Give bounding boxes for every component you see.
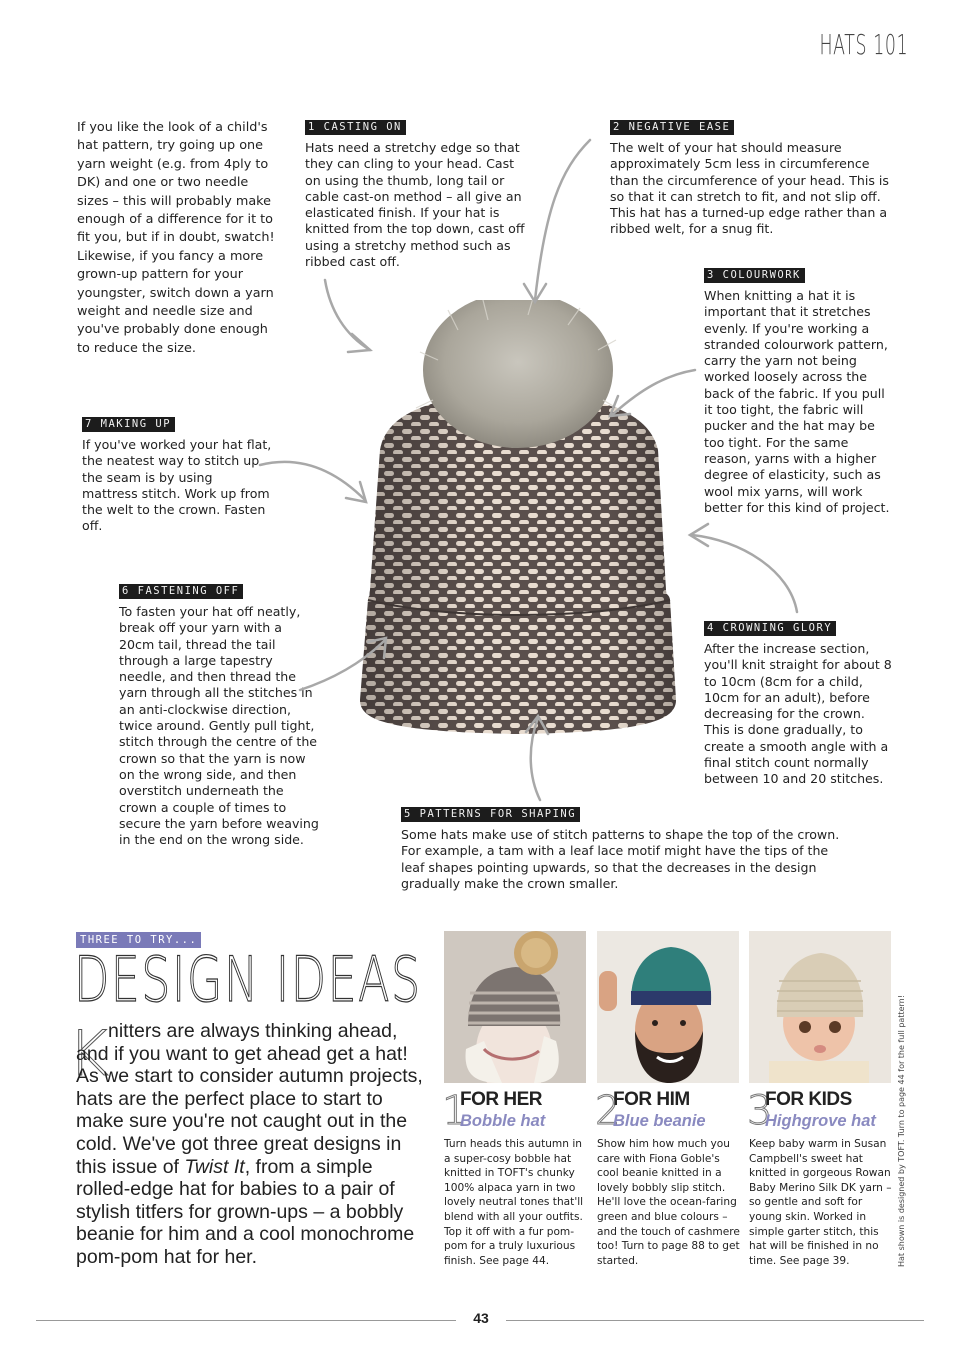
- card-title: FOR HIM: [613, 1089, 690, 1110]
- label-colourwork: 3 COLOURWORK: [704, 268, 805, 283]
- text-fastening-off: To fasten your hat off neatly, break off your yarn with a 20cm tail, thread the tail through a large tapestry needle, and then thread the yarn through all the stitches in an anti-clockwise direction, twice around. Gently pull tight, stitch through the centre of the crown so that the yarn is now on the wrong side, and then overstitch underneath the crown a couple of times to secure the yarn before weaving in the end on the wrong side.: [119, 604, 319, 848]
- card-title: FOR KIDS: [765, 1089, 852, 1110]
- side-credit: Hat shown is designed by TOFT. Turn to page 44 for the full pattern!: [897, 995, 906, 1267]
- section-title: HATS 101: [819, 28, 908, 61]
- footer-rule-left: [36, 1320, 456, 1321]
- label-casting-on: 1 CASTING ON: [305, 120, 406, 135]
- card-description: Turn heads this autumn in a super-cosy bobble hat knitted in TOFT's chunky 100% alpaca yarn in two lovely neutral tones that'll blend with all your outfits. Top it off with a fur pom-pom for a truly luxurious finish. See page 44.: [444, 1138, 584, 1267]
- bobble-hat-image: [328, 300, 708, 760]
- for-kids-photo: [749, 931, 891, 1083]
- card-subtitle: Blue beanie: [613, 1112, 706, 1130]
- three-to-try-label: THREE TO TRY...: [76, 932, 201, 948]
- label-crowning-glory: 4 CROWNING GLORY: [704, 621, 836, 636]
- design-ideas-intro: nitters are always thinking ahead, and if you want to get ahead get a hat! As we start to consider autumn projects, hats are the perfect place to start to make sure you're not caught out in the cold. We've got three great designs in this issue of Twist It, from a simple rolled-edge hat for babies to a pair of stylish titfers for grown-ups – a bobbly beanie for him and a cool monochrome pom-pom hat for her.: [76, 1020, 423, 1268]
- intro-tip: If you like the look of a child's hat pattern, try going up one yarn weight (e.g. from 4ply to DK) and one or two needle sizes – this will probably make enough of a difference for it to fit you, but if in doubt, swatch! Likewise, if you fancy a more grown-up pattern for your youngster, switch down a yarn weight and needle size and you've probably done enough to reduce the size.: [77, 120, 275, 356]
- label-negative-ease: 2 NEGATIVE EASE: [610, 120, 734, 135]
- text-crowning-glory: After the increase section, you'll knit straight for about 8 to 10cm (8cm for a child, 10cm for an adult), before decreasing for the crown. This is done gradually, to create a smooth angle with a final stitch count normally between 10 and 20 stitches.: [704, 641, 892, 787]
- card-for-kids[interactable]: [747, 931, 892, 1267]
- text-making-up: If you've worked your hat flat, the neatest way to stitch up the seam is by using mattress stitch. Work up from the welt to the crown. Fasten off.: [82, 437, 272, 534]
- card-number: 3: [747, 1088, 773, 1134]
- text-colourwork: When knitting a hat it is important that it stretches evenly. If you're working a stranded colourwork pattern, carry the yarn not being worked loosely across the back of the fabric. If you pull it too tight, the fabric will pucker and the hat may be too tight. For the same reason, yarns with a higher degree of elasticity, such as wool mix yarns, will work better for this kind of project.: [704, 288, 890, 515]
- card-subtitle: Highgrove hat: [765, 1112, 876, 1130]
- design-ideas-heading: DESIGN IDEAS: [74, 943, 422, 1016]
- for-him-photo: [597, 931, 739, 1083]
- card-number: 1: [442, 1088, 468, 1134]
- card-for-him[interactable]: [595, 931, 740, 1267]
- page-number: 43: [473, 1310, 489, 1326]
- footer-rule-right: [506, 1320, 924, 1321]
- text-negative-ease: The welt of your hat should measure approximately 5cm less in circumference than the circumference of your head. This is so that it can stretch to fit, and not slip off. This hat has a turned-up edge rather than a ribbed welt, for a snug fit.: [610, 140, 889, 237]
- label-patterns-for-shaping: 5 PATTERNS FOR SHAPING: [401, 807, 580, 822]
- label-fastening-off: 6 FASTENING OFF: [119, 584, 243, 599]
- card-description: Keep baby warm in Susan Campbell's sweet hat knitted in gorgeous Rowan Baby Merino Silk DK yarn – so gentle and soft for young skin. Worked in simple garter stitch, this hat will be finished in no time. See page 39.: [749, 1138, 892, 1267]
- text-patterns-for-shaping: Some hats make use of stitch patterns to shape the top of the crown. For example, a tam with a leaf lace motif might have the tips of the leaf shapes pointing upwards, so that the decreases in the design gradually make the crown smaller.: [401, 827, 840, 891]
- drop-cap: K: [68, 1017, 109, 1090]
- card-for-her[interactable]: [442, 931, 586, 1267]
- card-title: FOR HER: [460, 1089, 542, 1110]
- for-her-photo: [444, 931, 586, 1083]
- text-casting-on: Hats need a stretchy edge so that they can cling to your head. Cast on using the thumb, long tail or cable cast-on method – all give an elasticated finish. If your hat is knitted from the top down, cast off using a stretchy method such as ribbed cast off.: [305, 140, 525, 270]
- label-making-up: 7 MAKING UP: [82, 417, 175, 432]
- card-subtitle: Bobble hat: [460, 1112, 546, 1130]
- card-description: Show him how much you care with Fiona Goble's cool beanie knitted in a lovely bobbly slip stitch. He'll love the ocean-faring green and blue colours – and the touch of cashmere too! Turn to page 88 to get started.: [597, 1138, 740, 1267]
- card-number: 2: [595, 1088, 621, 1134]
